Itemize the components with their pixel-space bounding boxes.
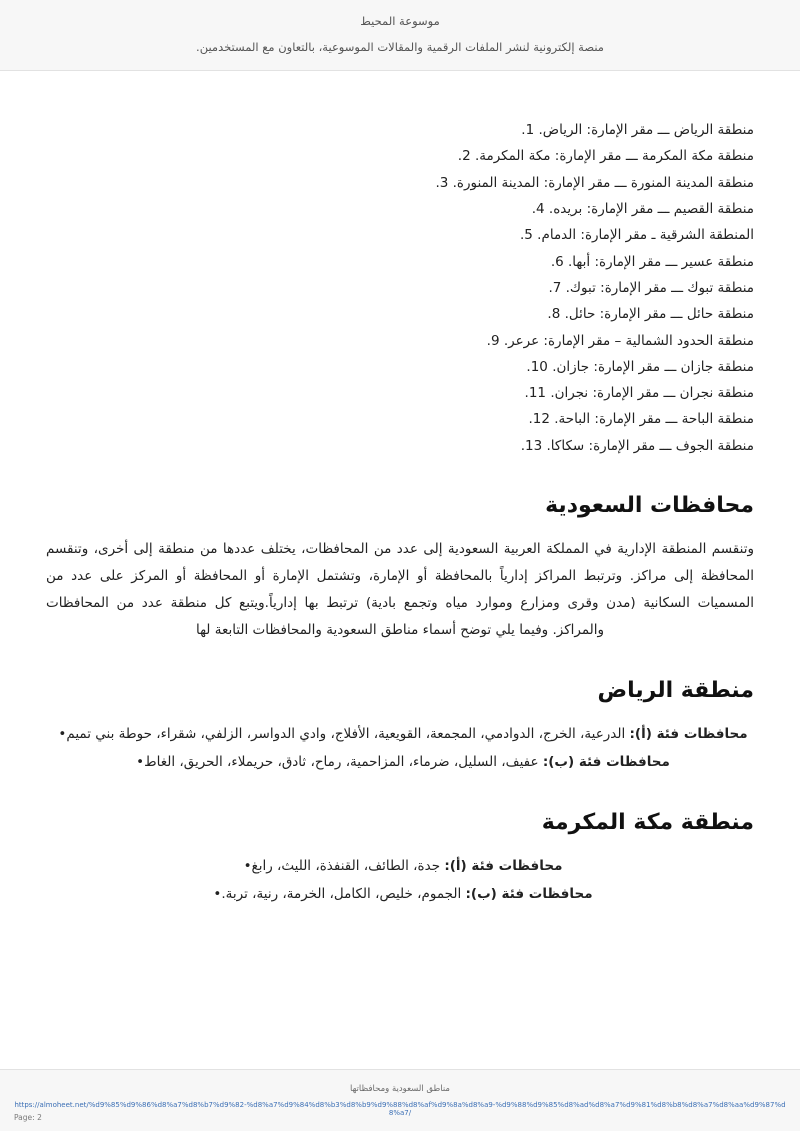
- region-text: ـــ مقر الإمارة: الباحة.: [554, 411, 682, 428]
- governorate-names: الجموم، خليص، الكامل، الخرمة، رنية، تربة.: [221, 886, 466, 903]
- governorate-names: جدة، الطائف، القنفذة، الليث، رابغ: [251, 858, 445, 875]
- region-list-item: [46, 328, 754, 354]
- governorate-list-item: [46, 853, 754, 881]
- footer-title: مناطق السعودية ومحافظاتها: [350, 1083, 450, 1094]
- region-item-number: 2.: [457, 148, 475, 165]
- region-item-number: 5.: [519, 227, 538, 244]
- region-link[interactable]: منطقة القصيم: [673, 200, 754, 217]
- region-link[interactable]: منطقة عسير: [681, 253, 754, 270]
- site-title: موسوعة المحيط: [360, 14, 440, 28]
- governorate-category-label: محافظات فئة (ب):: [542, 753, 670, 770]
- section-title-riyadh: منطقة الرياض: [597, 678, 754, 704]
- region-list-item: [46, 406, 754, 432]
- region-item-number: 4.: [531, 200, 549, 217]
- region-link[interactable]: منطقة جازان: [680, 358, 754, 375]
- region-list-item: [46, 249, 754, 275]
- region-text: ـــ مقر الإمارة: الرياض.: [538, 122, 674, 138]
- document-footer: [0, 1069, 800, 1131]
- region-item-number: 9.: [486, 332, 504, 349]
- governorate-names: عفيف، السليل، ضرماء، المزاحمية، رماح، ثادق، حريملاء، الحريق، الغاط: [144, 753, 543, 770]
- region-text: ـ مقر الإمارة:: [576, 227, 660, 244]
- bullet-icon: •: [136, 753, 145, 770]
- region-list-item: [46, 143, 754, 169]
- governorate-category-label: محافظات فئة (أ):: [629, 726, 748, 743]
- section-title-makkah: منطقة مكة المكرمة: [541, 810, 754, 836]
- region-list-item: [46, 433, 754, 459]
- region-item-number: 7.: [548, 279, 566, 296]
- governorates-paragraph: وتنقسم المنطقة الإدارية في المملكة العربية السعودية إلى عدد من المحافظات، يختلف عددها من منطقة إلى أخرى، وتنقسم المحافظة إلى مراكز. وترتبط المراكز إدارياً بالمحافظة أو الإمارة، وتشتمل الإمارة أو المحافظة أو المركز على عدد من المسميات السكانية (مدن وقرى ومزارع وموارد مياه وتجمع بادية) ترتبط بها إدارياً.ويتبع كل منطقة عدد من المحافظات والمراكز. وفيما يلي توضح أسماء مناطق السعودية والمحافظات التابعة لها: [46, 541, 754, 639]
- governorate-list-item: [46, 881, 754, 909]
- region-link[interactable]: منطقة حائل: [686, 306, 754, 323]
- region-list-item: [46, 196, 754, 222]
- region-list-item: [46, 380, 754, 406]
- region-link[interactable]: منطقة الحدود الشمالية: [625, 332, 754, 349]
- region-item-number: 13.: [520, 437, 547, 454]
- region-link[interactable]: الدمام: [541, 227, 577, 244]
- region-item-number: 12.: [528, 411, 555, 428]
- region-text: ـــ مقر الإمارة: تبوك.: [565, 279, 688, 296]
- governorate-category-label: محافظات فئة (ب):: [465, 886, 593, 903]
- governorate-category-label: محافظات فئة (أ):: [444, 858, 563, 875]
- region-text: .: [474, 148, 480, 165]
- region-text: منطقة المدينة المنورة ـــ مقر الإمارة:: [539, 174, 754, 191]
- document-header: [0, 0, 800, 71]
- region-link[interactable]: مكة المكرمة: [479, 148, 551, 165]
- region-item-number: 11.: [524, 385, 551, 402]
- region-text: – مقر الإمارة: عرعر.: [503, 332, 626, 349]
- region-item-number: 6.: [550, 253, 569, 270]
- region-item-number: 10.: [526, 358, 553, 375]
- region-text: منطقة مكة المكرمة ـــ مقر الإمارة:: [550, 148, 754, 165]
- footer-center: [14, 1084, 786, 1118]
- region-list-item: [46, 301, 754, 327]
- region-text: ـــ مقر الإمارة:: [582, 200, 674, 217]
- region-item-number: 1.: [521, 122, 539, 138]
- footer-url[interactable]: https://almoheet.net/%d9%85%d9%86%d8%a7%d8%b7%d9%82-%d8%a7%d9%84%d8%b3%d8%b9%d9%88%d8%af%d9%8a%d8%a9-%d9%88%d9%85%d8%ad%d8%a7%d9%81%d8%b8%d8%a7%d8%aa%d9%87%d8%a7/: [14, 1100, 786, 1117]
- region-link[interactable]: منطقة الباحة: [681, 411, 754, 428]
- region-list-item: [46, 275, 754, 301]
- region-text: ـــ مقر الإمارة: جازان.: [552, 358, 681, 375]
- region-link[interactable]: منطقة الجوف: [675, 437, 754, 454]
- region-text: .: [537, 227, 542, 244]
- makkah-governorates-list: [46, 853, 754, 908]
- site-tagline: منصة إلكترونية لنشر الملفات الرقمية والمقالات الموسوعية، بالتعاون مع المستخدمين.: [196, 40, 604, 54]
- region-item-number: 3.: [435, 174, 453, 191]
- region-link[interactable]: منطقة نجران: [679, 385, 754, 402]
- region-text: .: [452, 174, 457, 191]
- region-text: ـــ مقر الإمارة: سكاكا.: [546, 437, 676, 454]
- riyadh-governorates-list: [46, 721, 754, 776]
- region-text: ـــ مقر الإمارة: أبها.: [568, 253, 682, 270]
- region-link[interactable]: المنطقة الشرقية: [659, 227, 754, 244]
- region-text: ـــ مقر الإمارة: حائل.: [564, 306, 687, 323]
- bullet-icon: •: [213, 886, 222, 903]
- region-link[interactable]: المدينة المنورة: [456, 174, 540, 191]
- region-link[interactable]: بريده: [553, 200, 583, 217]
- region-text: ـــ مقر الإمارة: نجران.: [550, 385, 680, 402]
- region-list-item: [46, 354, 754, 380]
- section-title-governorates: محافظات السعودية: [545, 493, 754, 519]
- bullet-icon: •: [243, 858, 252, 875]
- region-item-number: 8.: [547, 306, 565, 323]
- governorate-list-item: [46, 749, 754, 777]
- regions-list: [46, 117, 754, 459]
- bullet-icon: •: [58, 726, 67, 743]
- governorate-list-item: [46, 721, 754, 749]
- region-list-item: [46, 170, 754, 196]
- document-content: [0, 71, 800, 1069]
- region-list-item: [46, 117, 754, 143]
- region-link[interactable]: منطقة تبوك: [687, 279, 754, 296]
- region-text: .: [548, 200, 554, 217]
- region-list-item: [46, 222, 754, 248]
- governorate-names: الدرعية، الخرج، الدوادمي، المجمعة، القويعية، الأفلاج، وادي الدواسر، الزلفي، شقراء، حوطة بني تميم: [66, 726, 630, 743]
- region-link[interactable]: منطقة الرياض: [673, 122, 754, 138]
- page-number: Page: 2: [14, 1113, 42, 1122]
